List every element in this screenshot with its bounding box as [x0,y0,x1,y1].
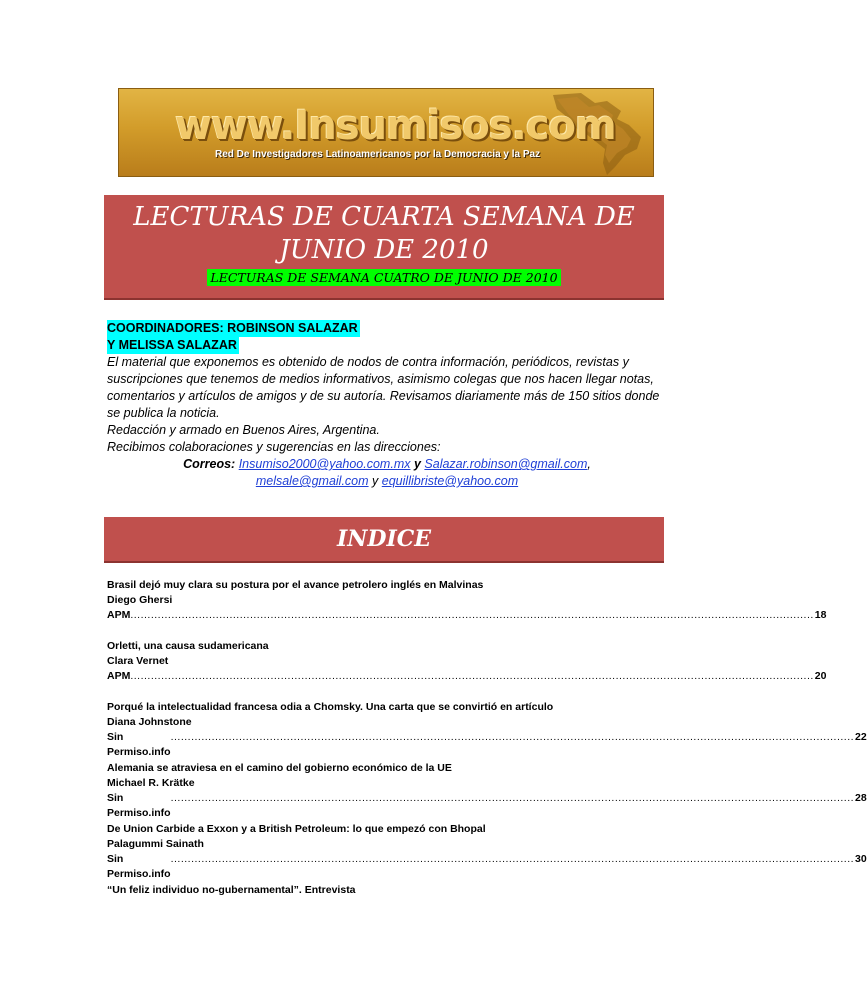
toc-entry-page: 28 [855,792,867,804]
toc-entry[interactable] [107,761,867,822]
title-box [104,195,664,300]
toc-entry-author: Clara Vernet [107,655,169,667]
toc-entry-source: Sin Permiso.info [107,731,171,758]
email-link-salazar[interactable]: Salazar.robinson@gmail.com [424,457,588,471]
toc-entry-author: Palagummi Sainath [107,838,204,850]
toc-entry-page: 18 [814,609,827,621]
email-link-melsale[interactable]: melsale@gmail.com [255,474,369,488]
email-link-insumiso[interactable]: Insumiso2000@yahoo.com.mx [238,457,411,471]
description-paragraph: El material que exponemos es obtenido de nodos de contra información, periódicos, revistas y suscripciones que tenemos de medios informativos, asimismo colegas que nos hacen llegar notas, comentarios y artículos de amigos y de su autoría. Revisamos diariamente más de 150 sitios donde se publica la noticia. [107,355,660,420]
toc-entry[interactable] [107,700,867,761]
site-subtitle: Red De Investigadores Latinoamericanos por la Democracia y la Paz [215,149,541,160]
toc-entry-title: Alemania se atraviesa en el camino del gobierno económico de la UE [107,762,452,774]
toc-entry[interactable] [107,883,619,944]
email-link-equillibriste[interactable]: equillibriste@yahoo.com [381,474,519,488]
toc-leader-dots: ........................................................................................................................................................................................................ [170,792,855,804]
coordinators-line-1: COORDINADORES: ROBINSON SALAZAR [107,321,358,335]
toc-entry-page: 22 [855,731,867,743]
coordinators-line-2: Y MELISSA SALAZAR [107,338,237,352]
toc-entry[interactable] [107,822,867,883]
toc-leader-dots: ........................................................................................................................................................................................................ [130,670,814,682]
toc-entry[interactable] [107,578,827,639]
coordinators-section [107,320,667,490]
toc-leader-dots: ........................................................................................................................................................................................................ [130,609,814,621]
toc-entry[interactable] [107,639,827,700]
toc-entry-title: De Union Carbide a Exxon y a British Petroleum: lo que empezó con Bhopal [107,823,486,835]
toc-entry-title: Brasil dejó muy clara su postura por el avance petrolero inglés en Malvinas [107,579,484,591]
toc-leader-dots: ........................................................................................................................................................................................................ [170,731,855,743]
emails-label: Correos: [183,457,236,471]
document-title: LECTURAS DE CUARTA SEMANA DE JUNIO DE 2010 [133,202,635,265]
site-banner [118,88,654,177]
toc-entry-author: Diego Ghersi [107,594,173,606]
toc-entry-title: “Un feliz individuo no-gubernamental”. Entrevista [107,884,356,896]
toc-leader-dots: ........................................................................................................................................................................................................ [170,853,855,865]
table-of-contents [107,578,867,944]
document-subtitle: LECTURAS DE SEMANA CUATRO DE JUNIO DE 2010 [207,269,560,286]
site-url: www.Insumisos.com [175,103,616,149]
description-location: Redacción y armado en Buenos Aires, Argentina. [107,423,380,437]
toc-entry-author: Michael R. Krätke [107,777,195,789]
toc-entry-author: Diana Johnstone [107,716,192,728]
description [107,354,667,456]
index-header [104,517,664,563]
toc-entry-source: APM [107,609,131,621]
email-joiner: y [372,474,379,488]
toc-entry-title: Porqué la intelectualidad francesa odia a Chomsky. Una carta que se convirtió en artículo [107,701,554,713]
toc-entry-source: APM [107,670,131,682]
description-contact: Recibimos colaboraciones y sugerencias en las direcciones: [107,440,441,454]
toc-entry-source: Sin Permiso.info [107,853,171,880]
email-list [107,456,667,490]
toc-entry-source: Sin Permiso.info [107,792,171,819]
toc-entry-page: 30 [855,853,867,865]
toc-entry-title: Orletti, una causa sudamericana [107,640,269,652]
email-comma: , [587,457,591,471]
index-title: INDICE [336,526,432,552]
toc-entry-page: 20 [814,670,827,682]
email-joiner: y [413,457,421,471]
